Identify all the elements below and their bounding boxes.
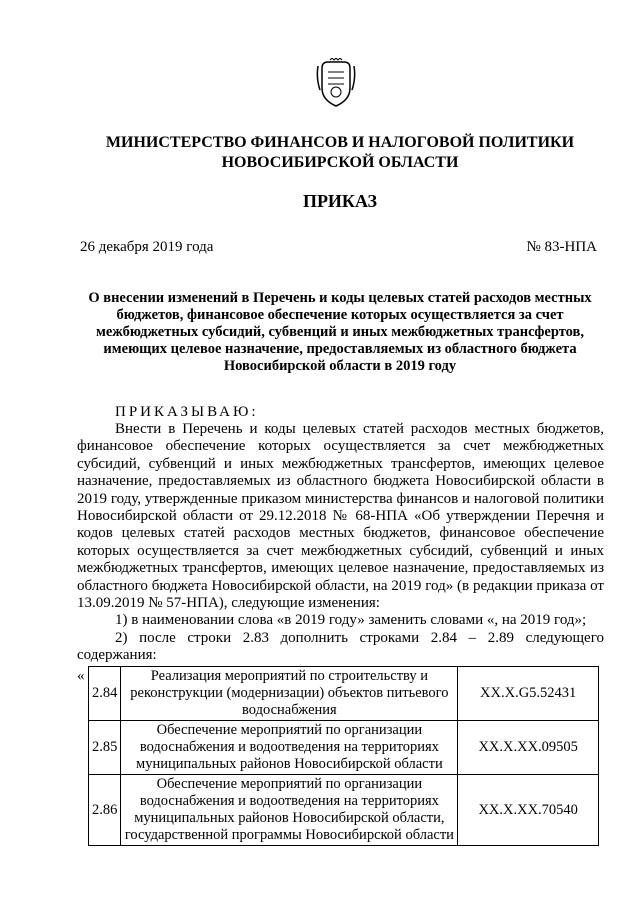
- table-row: [89, 667, 599, 721]
- row-description: Реализация мероприятий по строительству и реконструкции (модернизации) объектов питьевого водоснабжения: [121, 667, 458, 721]
- row-code: XX.X.XX.70540: [458, 775, 599, 846]
- row-description: Обеспечение мероприятий по организации водоснабжения и водоотведения на территориях муниципальных районов Новосибирской области, государственной программы Новосибирской области: [121, 775, 458, 846]
- quote-open-mark: «: [77, 668, 85, 684]
- row-description: Обеспечение мероприятий по организации водоснабжения и водоотведения на территориях муниципальных районов Новосибирской области: [121, 721, 458, 775]
- table-row: [89, 775, 599, 846]
- row-code: XX.X.G5.52431: [458, 667, 599, 721]
- ministry-name: [80, 133, 600, 173]
- ministry-line-1: МИНИСТЕРСТВО ФИНАНСОВ И НАЛОГОВОЙ ПОЛИТИКИ: [105, 134, 575, 151]
- document-type-title: ПРИКАЗ: [302, 191, 378, 211]
- body-item-1: 1) в наименовании слова «в 2019 году» заменить словами «, на 2019 год»;: [115, 612, 587, 629]
- ministry-line-2: НОВОСИБИРСКОЙ ОБЛАСТИ: [221, 154, 459, 171]
- body-paragraph-1: Внести в Перечень и коды целевых статей расходов местных бюджетов, финансовое обеспечение которых осуществляется за счет межбюджетных субсидий, субвенций и иных межбюджетных трансфертов, имеющих целевое назначение, предоставляемых из областного бюджета Новосибирской области в 2019 году, утвержденные приказом министерства финансов и налоговой политики Новосибирской области от 29.12.2018 № 68-НПА «Об утверждении Перечня и кодов целевых статей расходов местных бюджетов, финансовое обеспечение которых осуществляется за счет межбюджетных субсидий, субвенций и иных межбюджетных трансфертов, имеющих целевое назначение, предоставляемых из областного бюджета Новосибирской области, на 2019 год» (в редакции приказа от 13.09.2019 № 57-НПА), следующие изменения:: [77, 421, 604, 612]
- row-number: 2.85: [89, 721, 121, 775]
- document-subject: О внесении изменений в Перечень и коды целевых статей расходов местных бюджетов, финансовое обеспечение которых осуществляется за счет межбюджетных субсидий, субвенций и иных межбюджетных трансфертов, имеющих целевое назначение, предоставляемых из областного бюджета Новосибирской области в 2019 году: [88, 290, 592, 374]
- row-code: XX.X.XX.09505: [458, 721, 599, 775]
- inserted-rows-table: [88, 666, 599, 846]
- row-number: 2.84: [89, 667, 121, 721]
- order-word: ПРИКАЗЫВАЮ:: [115, 404, 259, 420]
- document-date: 26 декабря 2019 года: [80, 239, 214, 255]
- body-item-2: 2) после строки 2.83 дополнить строками 2.84 – 2.89 следующего содержания:: [77, 629, 604, 664]
- table-row: [89, 721, 599, 775]
- document-number: № 83-НПА: [526, 239, 597, 255]
- body-text: [77, 421, 604, 665]
- row-number: 2.86: [89, 775, 121, 846]
- coat-of-arms-icon: [316, 58, 356, 108]
